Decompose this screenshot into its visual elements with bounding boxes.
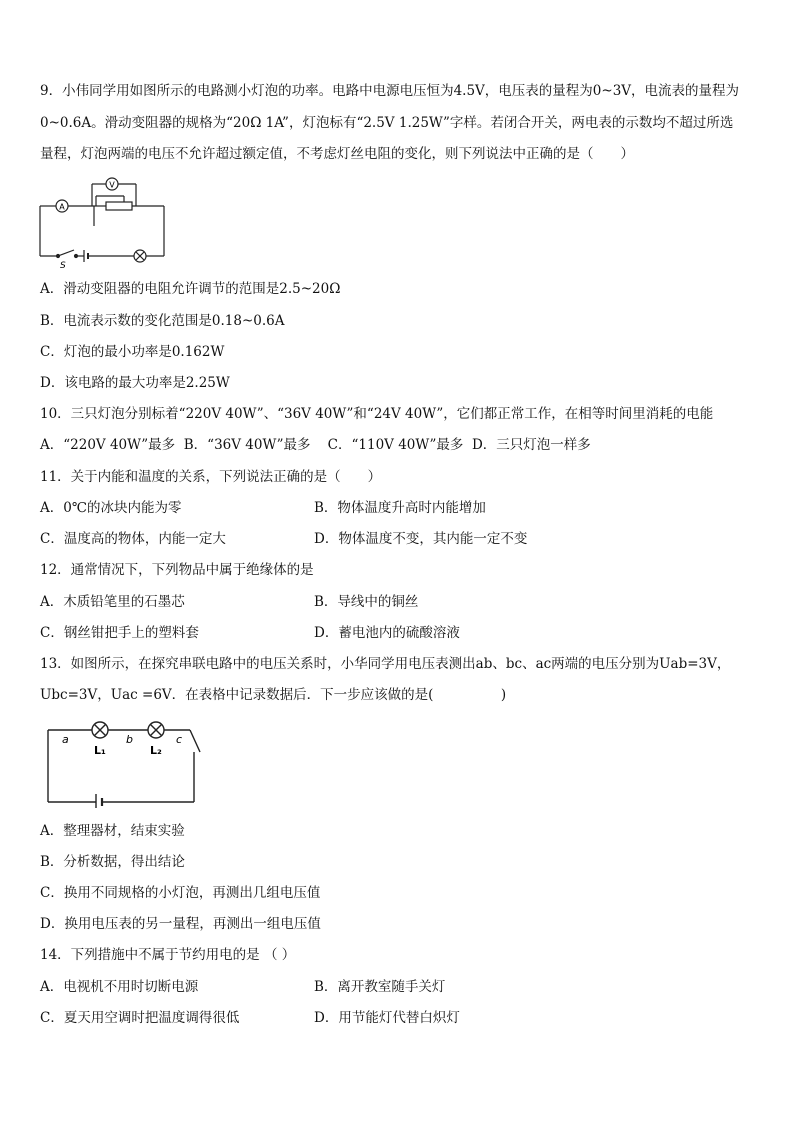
q14-option-a: A．电视机不用时切断电源 [40,979,199,995]
ammeter-label: A [59,202,65,212]
q14-option-b: B．离开教室随手关灯 [314,979,446,995]
q9-stem-line2: 0~0.6A。滑动变阻器的规格为“20Ω 1A”，灯泡标有“2.5V 1.25W”字样。若闭合开关，两电表的示数均不超过所选 [40,115,734,131]
q13-circuit-diagram [40,712,212,808]
switch-label: S [60,261,66,268]
q11-option-b: B．物体温度升高时内能增加 [314,500,486,516]
q14-stem: 14．下列措施中不属于节约用电的是 （ ） [40,947,296,963]
q12-option-a: A．木质铅笔里的石墨芯 [40,594,185,610]
q12-stem: 12．通常情况下，下列物品中属于绝缘体的是 [40,562,314,578]
q9-stem-line1: 9．小伟同学用如图所示的电路测小灯泡的功率。电路中电源电压恒为4.5V，电压表的量程为0~3V，电流表的量程为 [40,83,740,99]
q13-stem-line2: Ubc=3V，Uac =6V．在表格中记录数据后．下一步应该做的是( ) [40,687,507,703]
lamp-l2-label: L₂ [150,744,162,757]
q13-option-a: A．整理器材，结束实验 [40,823,185,839]
voltmeter-label: V [109,180,115,190]
q10-options: A．“220V 40W”最多 B．“36V 40W”最多 C．“110V 40W”最多 D．三只灯泡一样多 [40,437,591,453]
q14-option-d: D．用节能灯代替白炽灯 [314,1010,460,1026]
q12-option-d: D．蓄电池内的硫酸溶液 [314,625,460,641]
q11-option-a: A．0℃的冰块内能为零 [40,500,182,516]
q14-option-c: C．夏天用空调时把温度调得很低 [40,1010,240,1026]
q12-option-c: C．钢丝钳把手上的塑料套 [40,625,199,641]
q12-option-b: B．导线中的铜丝 [314,594,419,610]
q9-stem-line3: 量程，灯泡两端的电压不允许超过额定值，不考虑灯丝电阻的变化，则下列说法中正确的是（ ） [40,146,634,162]
q11-option-d: D．物体温度不变，其内能一定不变 [314,531,528,547]
q9-option-d: D．该电路的最大功率是2.25W [40,375,230,391]
q13-stem-line1: 13．如图所示，在探究串联电路中的电压关系时，小华同学用电压表测出ab、bc、ac两端的电压分别为Uab=3V， [40,656,731,672]
point-c-label: c [176,733,183,746]
q13-option-d: D．换用电压表的另一量程，再测出一组电压值 [40,916,321,932]
q9-circuit-diagram [36,172,176,268]
q9-option-b: B．电流表示数的变化范围是0.18~0.6A [40,313,285,329]
q9-option-a: A．滑动变阻器的电阻允许调节的范围是2.5~20Ω [40,281,341,297]
q9-option-c: C．灯泡的最小功率是0.162W [40,344,225,360]
point-b-label: b [126,733,133,746]
q11-option-c: C．温度高的物体，内能一定大 [40,531,226,547]
q13-option-b: B．分析数据，得出结论 [40,854,185,870]
lamp-l1-label: L₁ [94,744,106,757]
q11-stem: 11．关于内能和温度的关系，下列说法正确的是（ ） [40,469,382,485]
point-a-label: a [62,733,69,746]
q13-option-c: C．换用不同规格的小灯泡，再测出几组电压值 [40,885,321,901]
q10-stem: 10．三只灯泡分别标着“220V 40W”、“36V 40W”和“24V 40W”，它们都正常工作，在相等时间里消耗的电能 [40,406,714,422]
